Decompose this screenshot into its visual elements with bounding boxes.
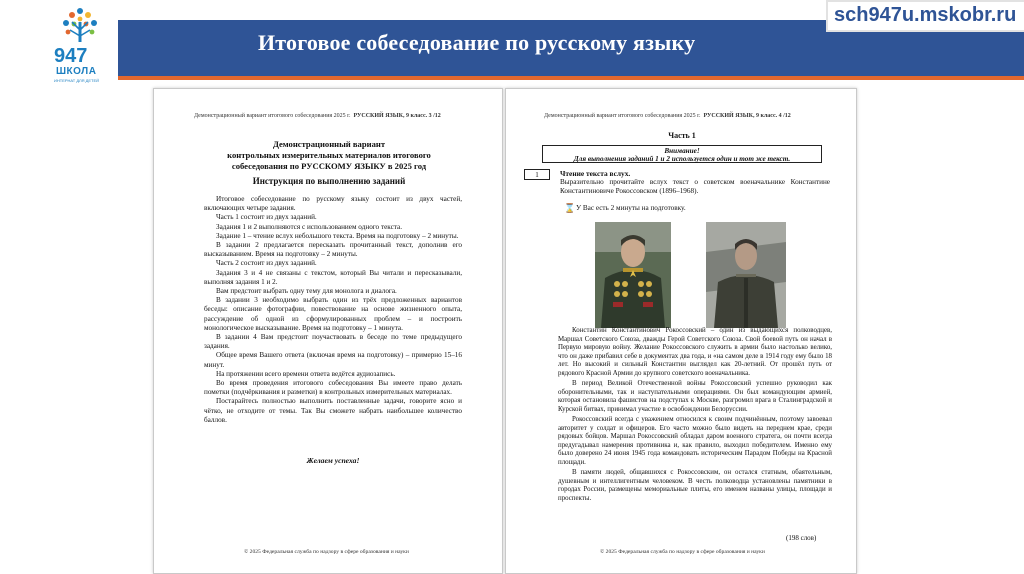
page-header-subject: РУССКИЙ ЯЗЫК, 9 класс. 4 /12 (703, 113, 791, 119)
document-page-right (505, 88, 857, 574)
site-url[interactable]: sch947u.mskobr.ru (834, 4, 1017, 26)
page-header-text: Демонстрационный вариант итогового собеседования 2025 г. (544, 113, 701, 119)
paragraph: Часть 2 состоит из двух заданий. (216, 259, 317, 268)
banner-accent-line (118, 76, 1024, 80)
paragraph: Итоговое собеседование по русскому языку состоит из двух частей, включающих четыре задания. (204, 195, 462, 213)
portrait-photo-officer (706, 222, 786, 328)
paragraph: Часть 1 состоит из двух заданий. (216, 213, 317, 222)
reading-text (558, 327, 832, 505)
title-line: собеседования по РУССКОМУ ЯЗЫКУ в 2025 год (231, 161, 427, 171)
attention-title: Внимание! (664, 146, 700, 155)
page-header-text: Демонстрационный вариант итогового собеседования 2025 г. (194, 113, 351, 119)
task-description: Выразительно прочитайте вслух текст о советском военачальнике Константине Константиновиче Рокоссовском (1896–1968). (560, 178, 830, 195)
word-count: (198 слов) (786, 534, 817, 542)
instructions-text (204, 195, 462, 425)
part-heading: Часть 1 (668, 131, 696, 140)
paragraph: Задания 1 и 2 выполняются с использованием одного текста. (216, 222, 402, 231)
paragraph: Вам предстоит выбрать одну тему для монолога и диалога. (216, 287, 397, 296)
hourglass-icon: ⌛ (564, 203, 576, 213)
title-line: контрольных измерительных материалов итогового (227, 150, 431, 160)
page-header-right (544, 113, 791, 119)
instructions-heading: Инструкция по выполнению заданий (252, 176, 406, 186)
page-header-left (194, 113, 441, 119)
paragraph: В памяти людей, общавшихся с Рокоссовским, он остался статным, обаятельным, душевным и интеллигентным человеком. В честь полководца установлены памятники в городах России, размещены мемориальные плиты, его именем названы улицы, площади и проспекты. (558, 469, 832, 502)
document-title (204, 139, 454, 172)
logo-number: 947 (54, 45, 88, 67)
document-page-left (153, 88, 503, 574)
paragraph: В период Великой Отечественной войны Рокоссовский успешно руководил как оборонительными, так и наступательными операциями. Он был командующим армией, которая остановила фашистов на подступах к Москве, разгромил врага в Сталинградской и Курской битвах, принимал участие в освобождении Белоруссии. (558, 380, 832, 413)
prep-time-text: У Вас есть 2 минуты на подготовку. (576, 204, 686, 212)
paragraph: Постарайтесь полностью выполнить поставленные задачи, говорите ясно и чётко, не отходите от темы. Так Вы сможете набрать наибольшее количество баллов. (204, 397, 462, 424)
paragraph: В задании 4 Вам предстоит поучаствовать в беседе по теме предыдущего задания. (204, 333, 462, 351)
page-footer-left: © 2025 Федеральная служба по надзору в сфере образования и науки (244, 549, 409, 555)
page-footer-right: © 2025 Федеральная служба по надзору в сфере образования и науки (600, 549, 765, 555)
task-number-box: 1 (524, 169, 550, 180)
tree-icon (63, 8, 97, 42)
paragraph: На протяжении всего времени ответа ведётся аудиозапись. (216, 369, 396, 378)
paragraph: Задание 1 – чтение вслух небольшого текста. Время на подготовку – 2 минуты. (216, 231, 459, 240)
paragraph: Во время проведения итогового собеседования Вы имеете право делать пометки (подчёркивания и разметки) в контрольных измерительных материалах. (204, 379, 462, 397)
paragraph: В задании 2 предлагается пересказать прочитанный текст, дополнив его высказыванием. Время на подготовку – 2 минуты. (204, 241, 462, 259)
paragraph: Общее время Вашего ответа (включая время на подготовку) – примерно 15–16 минут. (204, 351, 462, 369)
task-title: Чтение текста вслух. (560, 169, 631, 178)
logo-subtitle: ИНТЕРНАТ ДЛЯ ДЕТЕЙ (54, 78, 100, 83)
slide-title: Итоговое собеседование по русскому языку (258, 30, 696, 55)
paragraph: Рокоссовский всегда с уважением относился к своим подчинённым, поэтому завоевал авторитет у солдат и офицеров. Его часто можно было видеть на переднем крае, среди рядовых бойцов. Маршал Рокоссовский обладал даром военного стратега, он почти всегда предугадывал намерения противника и, как правило, выходил победителем. Именно ему было доверено 24 июня 1945 года командовать историческим Парадом Победы на Красной площади. (558, 416, 832, 466)
paragraph: Константин Константинович Рокоссовский – один из выдающихся полководцев, Маршал Советского Союза, дважды Герой Советского Союза. Свой боевой путь он начал в Первую мировую войну. Желание Рокоссовского служить в армии было настолько велико, что он даже прибавил себе в документах два года, и «на самом деле в 1914 году ему было 18 лет. Но высокий и сильный Константин выглядел как 20-летний. От прошёл путь от рядового Красной Армии до крупного советского военачальника. (558, 327, 832, 377)
paragraph: Задания 3 и 4 не связаны с текстом, который Вы читали и пересказывали, выполняя задания 1 и 2. (204, 268, 462, 286)
title-line: Демонстрационный вариант (272, 139, 386, 149)
portrait-photo-marshal (595, 222, 671, 328)
logo-word: ШКОЛА (56, 66, 97, 77)
paragraph: В задании 3 необходимо выбрать один из трёх предложенных вариантов беседы: описание фотографии, повествование на основе жизненного опыта, рассуждение об одной из сформулированных проблем – и построить монологическое высказывание. Время на подготовку – 1 минута. (204, 296, 462, 332)
attention-box (542, 145, 822, 163)
page-header-subject: РУССКИЙ ЯЗЫК, 9 класс. 3 /12 (353, 113, 441, 119)
wish-text: Желаем успеха! (306, 456, 360, 465)
attention-text: Для выполнения заданий 1 и 2 используется один и тот же текст. (573, 155, 791, 163)
